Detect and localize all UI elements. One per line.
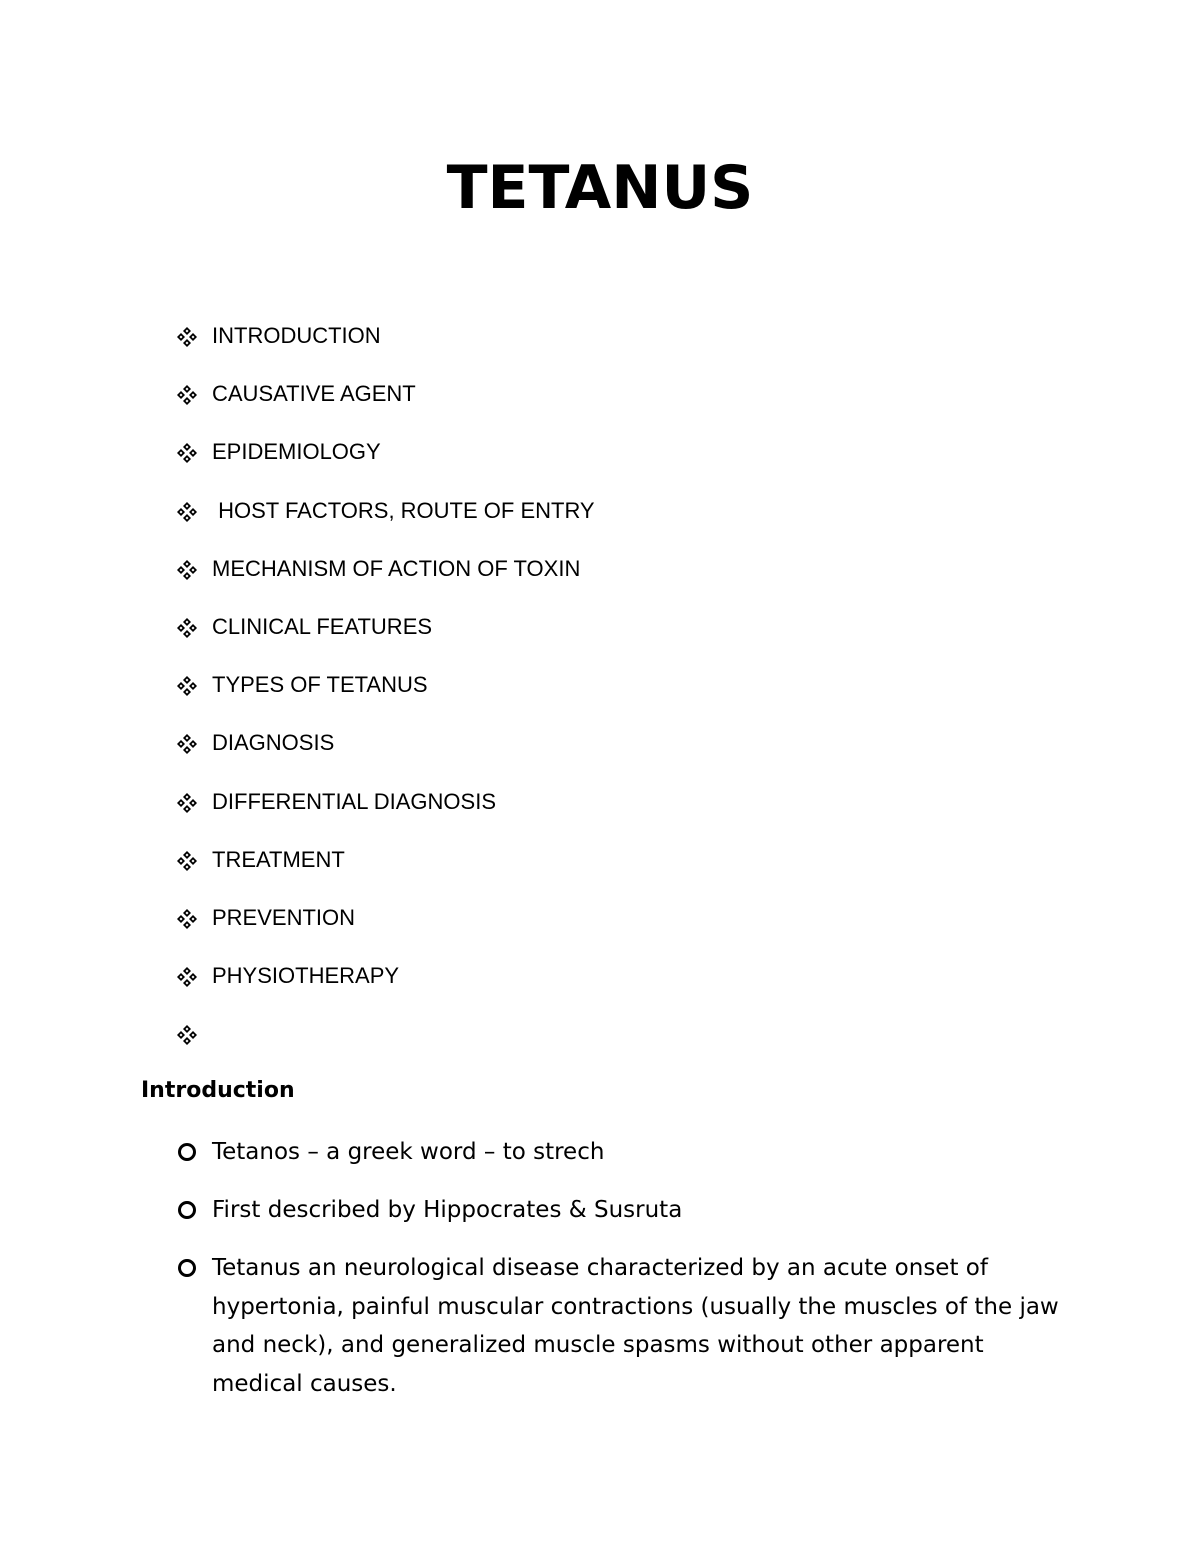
contents-list-item bbox=[176, 609, 595, 667]
diamond-bullet-icon bbox=[176, 900, 198, 936]
contents-list-item bbox=[176, 434, 595, 492]
diamond-bullet-icon bbox=[176, 434, 198, 470]
contents-item-label: HOST FACTORS, ROUTE OF ENTRY bbox=[212, 497, 595, 523]
contents-list-item bbox=[176, 551, 595, 609]
contents-list-item bbox=[176, 493, 595, 551]
introduction-list bbox=[176, 1133, 1076, 1423]
contents-list-item bbox=[176, 725, 595, 783]
diamond-bullet-icon bbox=[176, 1016, 198, 1052]
contents-item-label: INTRODUCTION bbox=[212, 323, 381, 348]
diamond-bullet-icon bbox=[176, 784, 198, 820]
diamond-bullet-icon bbox=[176, 842, 198, 878]
contents-item-label: PHYSIOTHERAPY bbox=[212, 963, 400, 989]
contents-list-item bbox=[176, 376, 595, 434]
contents-list bbox=[176, 318, 595, 1074]
contents-list-item bbox=[176, 784, 595, 842]
hollow-circle-bullet-icon bbox=[176, 1133, 198, 1171]
diamond-bullet-icon bbox=[176, 958, 198, 994]
contents-item-label: DIAGNOSIS bbox=[212, 730, 335, 756]
contents-item-label: CAUSATIVE AGENT bbox=[212, 381, 416, 407]
hollow-circle-bullet-icon bbox=[176, 1191, 198, 1229]
contents-item-label: DIFFERENTIAL DIAGNOSIS bbox=[212, 788, 497, 814]
contents-item-label: PREVENTION bbox=[212, 904, 356, 930]
introduction-item-text: Tetanus an neurological disease characterized by an acute onset of hypertonia, painful muscular contractions (usually the muscles of the jaw and neck), and generalized muscle spasms without other apparent medical causes. bbox=[212, 1255, 1059, 1397]
contents-item-label: EPIDEMIOLOGY bbox=[212, 439, 381, 465]
introduction-list-item bbox=[176, 1249, 1076, 1403]
contents-list-item bbox=[176, 667, 595, 725]
contents-list-item bbox=[176, 958, 595, 1016]
document-title: TETANUS bbox=[446, 153, 754, 223]
introduction-heading: Introduction bbox=[141, 1078, 295, 1103]
contents-item-label: TYPES OF TETANUS bbox=[212, 672, 428, 698]
contents-item-label: CLINICAL FEATURES bbox=[212, 613, 433, 639]
diamond-bullet-icon bbox=[176, 725, 198, 761]
contents-item-label: TREATMENT bbox=[212, 846, 345, 872]
contents-list-item bbox=[176, 842, 595, 900]
contents-list-item bbox=[176, 900, 595, 958]
contents-list-item bbox=[176, 1016, 595, 1074]
diamond-bullet-icon bbox=[176, 609, 198, 645]
contents-item-label: MECHANISM OF ACTION OF TOXIN bbox=[212, 555, 581, 581]
diamond-bullet-icon bbox=[176, 376, 198, 412]
introduction-item-text: First described by Hippocrates & Susruta bbox=[212, 1197, 683, 1223]
introduction-list-item bbox=[176, 1191, 1076, 1230]
diamond-bullet-icon bbox=[176, 493, 198, 529]
diamond-bullet-icon bbox=[176, 318, 198, 354]
diamond-bullet-icon bbox=[176, 667, 198, 703]
introduction-list-item bbox=[176, 1133, 1076, 1172]
contents-list-item bbox=[176, 318, 595, 376]
introduction-item-text: Tetanos – a greek word – to strech bbox=[212, 1139, 605, 1165]
hollow-circle-bullet-icon bbox=[176, 1249, 198, 1287]
diamond-bullet-icon bbox=[176, 551, 198, 587]
